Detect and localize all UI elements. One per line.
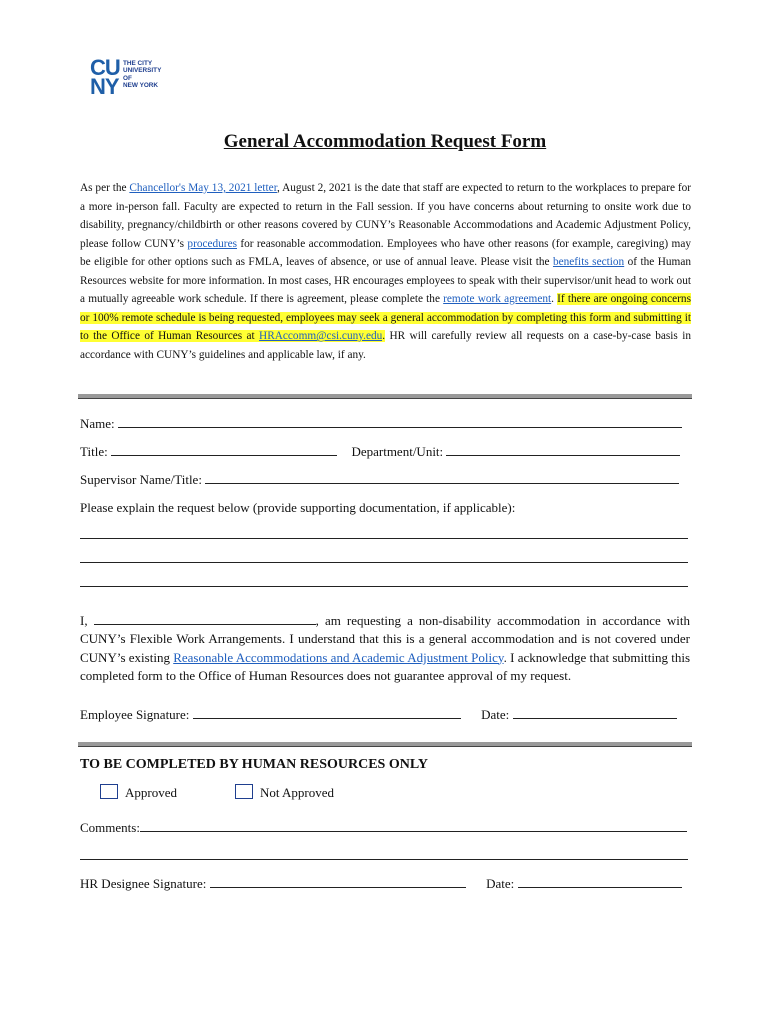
highlighted-text: . [382,330,386,342]
comments-label: Comments: [80,820,140,835]
approved-checkbox[interactable] [100,784,118,799]
employee-signature-label: Employee Signature: [80,707,190,722]
procedures-link[interactable]: procedures [187,237,237,250]
hr-email-link[interactable]: HRAccomm@csi.cuny.edu [259,330,383,342]
cuny-logo [90,55,180,99]
explain-field-line-1[interactable] [80,527,688,539]
comments-row [80,820,687,836]
chancellor-letter-link[interactable]: Chancellor's May 13, 2021 letter [129,182,278,194]
declaration-text: I, [80,613,94,628]
approved-label: Approved [125,785,177,800]
not-approved-checkbox[interactable] [235,784,253,799]
employee-name-field[interactable] [94,613,316,625]
intro-text: HR will carefully review all requests on a case-by-case basis in accordance with CUNY’s guidelines and applicable law, if any. [80,330,691,361]
hr-date-field[interactable] [518,876,682,888]
department-field[interactable] [446,444,680,456]
remote-work-agreement-link[interactable]: remote work agreement [443,293,552,305]
section-divider [78,394,692,399]
logo-line: NEW YORK [123,82,159,90]
declaration-paragraph [80,612,690,685]
logo-line: OF [123,74,132,82]
hr-designee-signature-label: HR Designee Signature: [80,876,207,891]
highlighted-text: If there are ongoing concerns or 100% remote schedule is being requested, employees may seek a general accommodation by completing this form and submitting it to the Office of Human Resources at [80,293,691,342]
accommodations-policy-link[interactable]: Reasonable Accommodations and Academic Adjustment Policy [173,649,504,665]
employee-signature-field[interactable] [193,707,461,719]
explain-label: Please explain the request below (provide supporting documentation, if applicable): [80,500,516,515]
comments-field[interactable] [140,820,687,832]
title-row [80,444,680,460]
intro-text: . [551,293,558,305]
logo-text [123,60,161,90]
benefits-section-link[interactable]: benefits section [552,256,625,268]
hr-section-heading: TO BE COMPLETED BY HUMAN RESOURCES ONLY [80,757,428,772]
department-label: Department/Unit: [351,444,444,459]
declaration-text: . I acknowledge that submitting this completed form to the Office of Human Resources does not guarantee approval of my request. [80,649,690,683]
name-field[interactable] [118,416,682,428]
explain-field-line-3[interactable] [80,575,688,587]
supervisor-row [80,472,679,488]
name-label: Name: [80,416,115,431]
intro-text: As per the [80,182,130,194]
intro-text: , August 2, 2021 is the date that staff are expected to return to the workplaces to prepare for a more in-person fall. Faculty are expected to return in the Fall session. If you have concerns about returning to onsite work due to disability, pregnancy/childbirth or other reasons covered by CUNY’s Reasonable Accommodations and Academic Adjustment Policy, please follow CUNY’s [80,182,691,250]
explain-field-line-2[interactable] [80,551,688,563]
name-row [80,416,682,432]
intro-text: for reasonable accommodation. Employees who have other reasons (for example, caregiving) may be eligible for other options such as FMLA, leaves of absence, or use of annual leave. Please visit the [80,237,691,268]
employee-date-label: Date: [481,707,510,722]
intro-text: of the Human Resources website for more information. In most cases, HR encourages employees to speak with their supervisor/unit head to work out a mutually agreeable work schedule. If there is agreement, please complete the [80,256,691,305]
employee-signature-row [80,707,677,723]
logo-letters: CU NY [90,55,120,99]
hr-signature-row [80,876,682,892]
hr-designee-signature-field[interactable] [210,876,466,888]
not-approved-label: Not Approved [260,785,335,800]
comments-field-line-2[interactable] [80,848,688,860]
employee-date-field[interactable] [513,707,677,719]
title-field[interactable] [111,444,337,456]
section-divider [78,742,692,747]
declaration-text: , am requesting a non-disability accommodation in accordance with CUNY’s Flexible Work Arrangements. I understand that this is a general accommodation and is not covered under CUNY’s existing [80,613,690,665]
title-label: Title: [80,444,108,459]
logo-line: THE CITY [123,60,153,67]
supervisor-label: Supervisor Name/Title: [80,472,202,487]
hr-date-label: Date: [486,876,515,891]
form-title: General Accommodation Request Form [223,131,547,152]
intro-paragraph [80,179,691,364]
logo-line: UNIVERSITY [123,67,162,75]
supervisor-field[interactable] [205,472,679,484]
